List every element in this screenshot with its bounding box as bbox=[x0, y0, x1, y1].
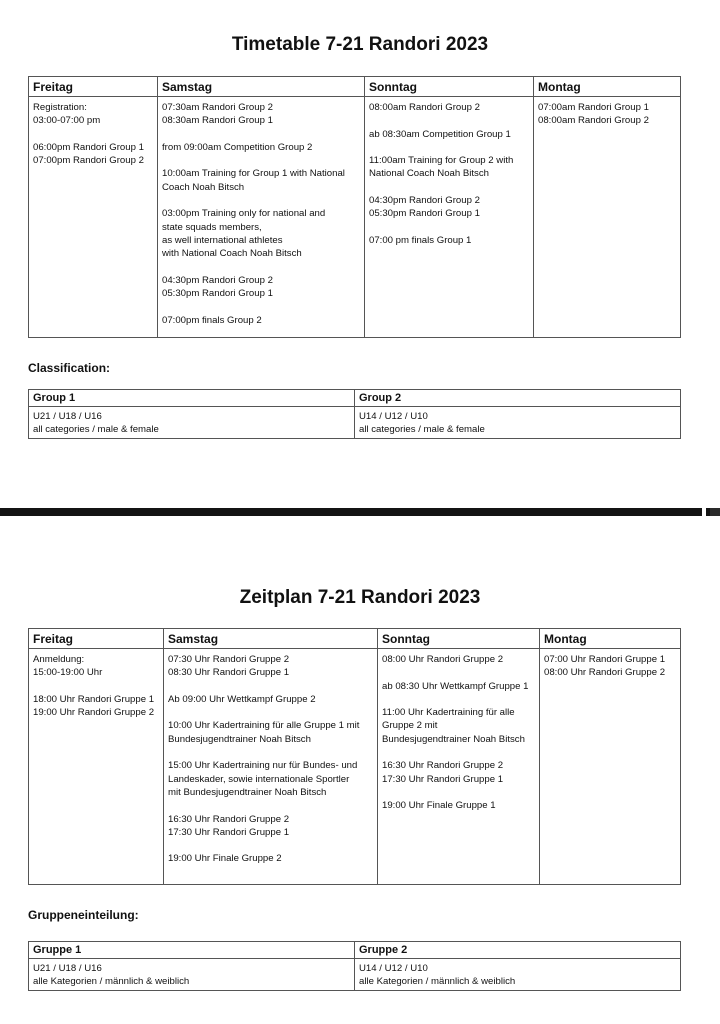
group-header: Group 1 bbox=[29, 390, 355, 407]
group-ages: U21 / U18 / U16 bbox=[33, 411, 102, 422]
page-title-de: Zeitplan 7-21 Randori 2023 bbox=[239, 587, 481, 608]
schedule-entry: as well international athletes bbox=[162, 234, 283, 246]
schedule-cell-sonntag bbox=[365, 97, 534, 338]
schedule-block bbox=[369, 101, 529, 114]
schedule-block bbox=[369, 128, 529, 141]
schedule-block bbox=[544, 653, 676, 680]
schedule-entry: Bundesjugendtrainer Noah Bitsch bbox=[382, 733, 525, 745]
schedule-block bbox=[382, 799, 535, 812]
schedule-entry: 15:00-19:00 Uhr bbox=[33, 667, 103, 679]
schedule-entry: 08:30am Randori Group 1 bbox=[162, 115, 273, 127]
schedule-block bbox=[369, 194, 529, 221]
schedule-entry: 19:00 Uhr Finale Gruppe 2 bbox=[168, 853, 282, 865]
schedule-block bbox=[33, 101, 153, 128]
schedule-entry: 17:30 Uhr Randori Gruppe 1 bbox=[168, 826, 290, 838]
schedule-entry: Coach Noah Bitsch bbox=[162, 181, 245, 193]
timetable-en bbox=[28, 76, 681, 338]
schedule-entry: 03:00-07:00 pm bbox=[33, 115, 101, 127]
page-divider bbox=[0, 508, 720, 516]
schedule-entry: 15:00 Uhr Kadertraining nur für Bundes- und bbox=[168, 760, 358, 772]
schedule-entry: 10:00am Training for Group 1 with National bbox=[162, 168, 345, 180]
schedule-block bbox=[162, 101, 360, 128]
schedule-entry: 07:00 Uhr Randori Gruppe 1 bbox=[544, 654, 666, 665]
schedule-block bbox=[369, 154, 529, 181]
schedule-block bbox=[162, 274, 360, 301]
schedule-entry: 05:30pm Randori Group 1 bbox=[369, 208, 480, 220]
schedule-block bbox=[162, 207, 360, 260]
schedule-entry: 08:30 Uhr Randori Gruppe 1 bbox=[168, 667, 290, 679]
schedule-entry: Bundesjugendtrainer Noah Bitsch bbox=[168, 733, 311, 745]
schedule-block bbox=[382, 759, 535, 786]
header-samstag: Samstag bbox=[164, 629, 378, 649]
group-desc: all categories / male & female bbox=[33, 423, 159, 435]
schedule-entry: 08:00am Randori Group 2 bbox=[538, 115, 649, 127]
schedule-entry: from 09:00am Competition Group 2 bbox=[162, 141, 313, 153]
header-montag: Montag bbox=[540, 629, 681, 649]
schedule-block bbox=[168, 759, 373, 799]
schedule-block bbox=[162, 141, 360, 154]
schedule-entry: 10:00 Uhr Kadertraining für alle Gruppe 1 mit bbox=[168, 720, 360, 732]
schedule-entry: state squads members, bbox=[162, 221, 262, 233]
classification-table-de bbox=[28, 941, 681, 991]
group-cell bbox=[355, 959, 681, 991]
classification-heading-de: Gruppeneinteilung: bbox=[28, 908, 139, 922]
schedule-cell-freitag bbox=[29, 649, 164, 885]
schedule-entry: with National Coach Noah Bitsch bbox=[162, 248, 302, 260]
schedule-cell-montag bbox=[534, 97, 681, 338]
schedule-block bbox=[168, 813, 373, 840]
group-desc: all categories / male & female bbox=[359, 423, 485, 435]
schedule-entry: 07:00 pm finals Group 1 bbox=[369, 234, 472, 246]
schedule-block bbox=[168, 653, 373, 680]
classification-heading-en: Classification: bbox=[28, 361, 111, 375]
group-cell bbox=[355, 407, 681, 439]
schedule-entry: 07:30 Uhr Randori Gruppe 2 bbox=[168, 654, 290, 665]
schedule-block bbox=[162, 314, 360, 327]
schedule-entry: 05:30pm Randori Group 1 bbox=[162, 288, 273, 300]
group-ages: U14 / U12 / U10 bbox=[359, 963, 428, 974]
schedule-entry: Ab 09:00 Uhr Wettkampf Gruppe 2 bbox=[168, 693, 316, 705]
schedule-block bbox=[382, 653, 535, 666]
timetable-de bbox=[28, 628, 681, 885]
schedule-entry: 08:00 Uhr Randori Gruppe 2 bbox=[544, 667, 666, 679]
schedule-block bbox=[168, 852, 373, 865]
schedule-cell-samstag bbox=[164, 649, 378, 885]
group-cell bbox=[29, 407, 355, 439]
schedule-entry: 16:30 Uhr Randori Gruppe 2 bbox=[382, 760, 504, 772]
schedule-cell-samstag bbox=[158, 97, 365, 338]
schedule-entry: ab 08:30 Uhr Wettkampf Gruppe 1 bbox=[382, 680, 529, 692]
group-desc: alle Kategorien / männlich & weiblich bbox=[359, 975, 516, 987]
schedule-entry: ab 08:30am Competition Group 1 bbox=[369, 128, 511, 140]
group-desc: alle Kategorien / männlich & weiblich bbox=[33, 975, 190, 987]
schedule-block bbox=[538, 101, 676, 128]
group-ages: U14 / U12 / U10 bbox=[359, 411, 428, 422]
header-sonntag: Sonntag bbox=[378, 629, 540, 649]
schedule-block bbox=[33, 653, 159, 680]
schedule-block bbox=[168, 719, 373, 746]
schedule-entry: 11:00 Uhr Kadertraining für alle bbox=[382, 707, 515, 719]
schedule-entry: 08:00am Randori Group 2 bbox=[369, 102, 480, 113]
schedule-block bbox=[162, 167, 360, 194]
schedule-entry: National Coach Noah Bitsch bbox=[369, 168, 489, 180]
schedule-entry: Registration: bbox=[33, 102, 87, 113]
schedule-block bbox=[168, 693, 373, 706]
group-header: Gruppe 2 bbox=[355, 942, 681, 959]
schedule-entry: 16:30 Uhr Randori Gruppe 2 bbox=[168, 813, 290, 825]
header-freitag: Freitag bbox=[29, 629, 164, 649]
schedule-entry: 11:00am Training for Group 2 with bbox=[369, 155, 514, 167]
schedule-block bbox=[369, 234, 529, 247]
group-ages: U21 / U18 / U16 bbox=[33, 963, 102, 974]
schedule-entry: 19:00 Uhr Finale Gruppe 1 bbox=[382, 800, 496, 812]
header-sonntag: Sonntag bbox=[365, 77, 534, 97]
group-header: Gruppe 1 bbox=[29, 942, 355, 959]
schedule-entry: 07:00am Randori Group 1 bbox=[538, 102, 649, 113]
page-title-en: Timetable 7-21 Randori 2023 bbox=[231, 34, 489, 55]
group-cell bbox=[29, 959, 355, 991]
schedule-entry: 07:00pm Randori Group 2 bbox=[33, 155, 144, 167]
schedule-block bbox=[382, 706, 535, 746]
schedule-cell-montag bbox=[540, 649, 681, 885]
schedule-entry: 03:00pm Training only for national and bbox=[162, 208, 326, 220]
schedule-entry: 08:00 Uhr Randori Gruppe 2 bbox=[382, 654, 504, 665]
schedule-cell-sonntag bbox=[378, 649, 540, 885]
header-freitag: Freitag bbox=[29, 77, 158, 97]
header-montag: Montag bbox=[534, 77, 681, 97]
schedule-entry: Landeskader, sowie internationale Sportler bbox=[168, 773, 350, 785]
schedule-entry: 06:00pm Randori Group 1 bbox=[33, 141, 144, 153]
schedule-entry: 04:30pm Randori Group 2 bbox=[162, 274, 273, 286]
group-header: Group 2 bbox=[355, 390, 681, 407]
schedule-block bbox=[33, 693, 159, 720]
schedule-entry: Anmeldung: bbox=[33, 654, 85, 665]
schedule-entry: 04:30pm Randori Group 2 bbox=[369, 195, 480, 207]
schedule-block bbox=[33, 141, 153, 168]
schedule-block bbox=[382, 680, 535, 693]
schedule-entry: 19:00 Uhr Randori Gruppe 2 bbox=[33, 707, 155, 719]
schedule-cell-freitag bbox=[29, 97, 158, 338]
schedule-entry: 07:30am Randori Group 2 bbox=[162, 102, 273, 113]
header-samstag: Samstag bbox=[158, 77, 365, 97]
schedule-entry: Gruppe 2 mit bbox=[382, 720, 438, 732]
schedule-entry: mit Bundesjugendtrainer Noah Bitsch bbox=[168, 786, 327, 798]
classification-table-en bbox=[28, 389, 681, 439]
schedule-entry: 18:00 Uhr Randori Gruppe 1 bbox=[33, 693, 155, 705]
schedule-entry: 07:00pm finals Group 2 bbox=[162, 314, 262, 326]
schedule-entry: 17:30 Uhr Randori Gruppe 1 bbox=[382, 773, 504, 785]
